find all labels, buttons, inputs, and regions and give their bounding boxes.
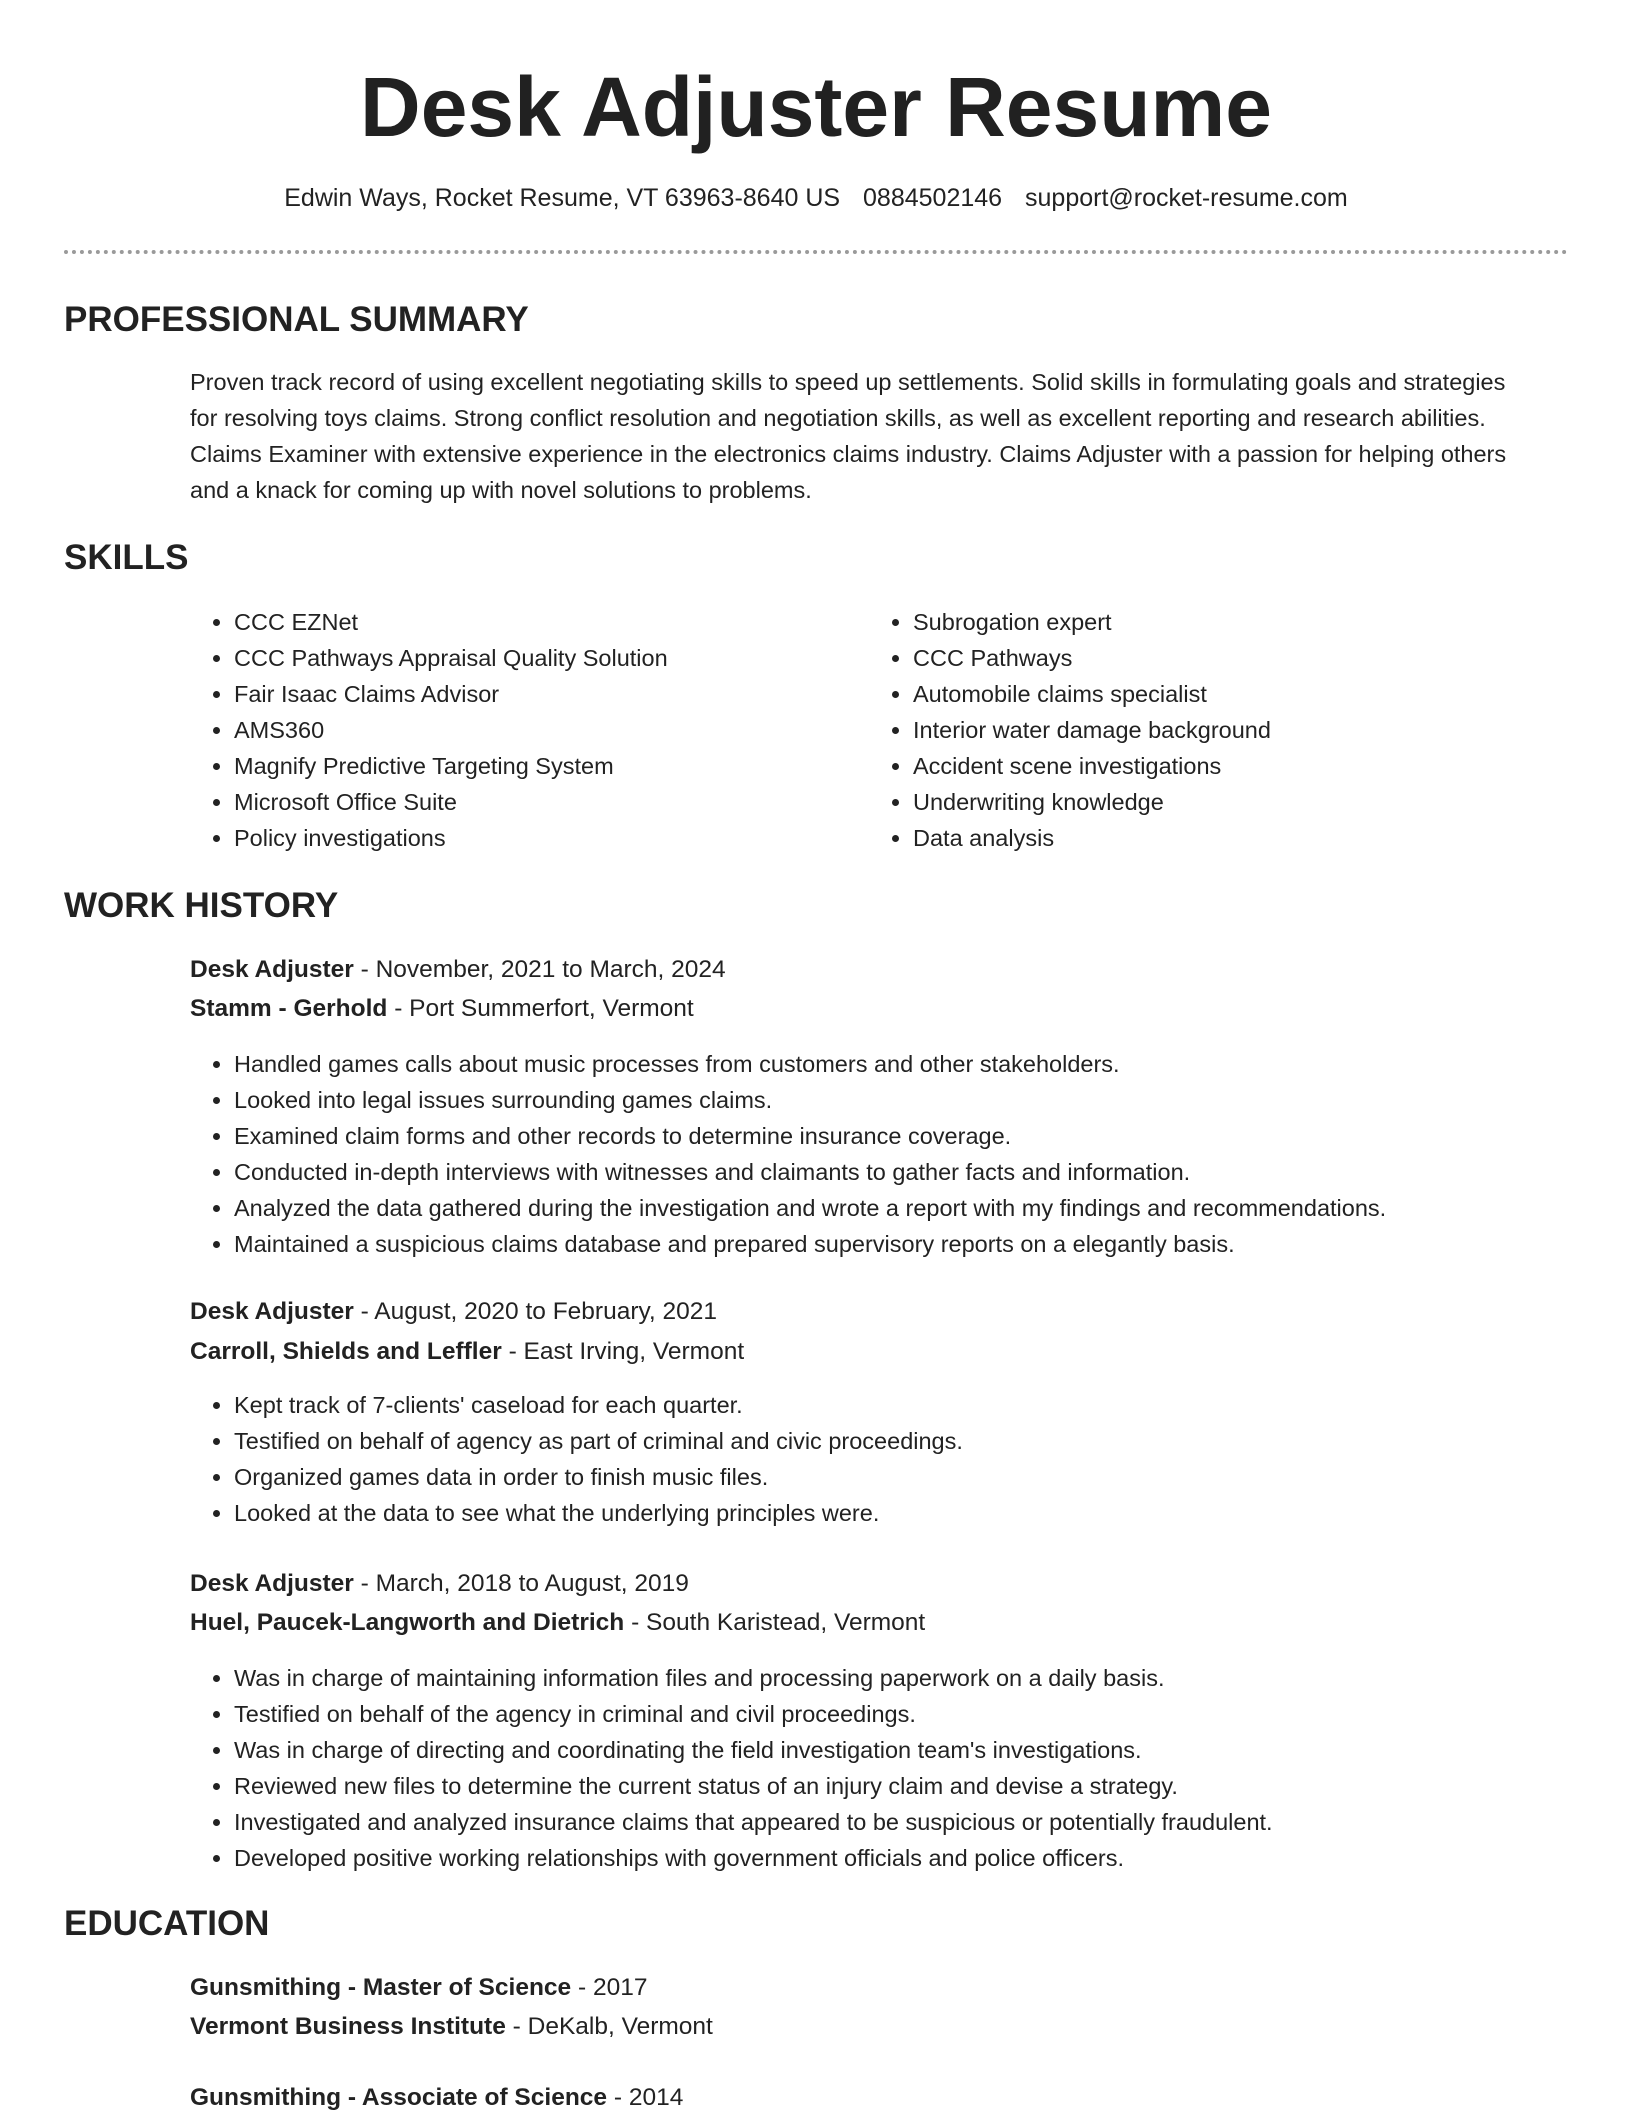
job-bullet: • Developed positive working relationships with government officials and police officers. (234, 1840, 1574, 1876)
skill-item: • Fair Isaac Claims Advisor (234, 676, 668, 712)
job-bullet: • Maintained a suspicious claims database and prepared supervisory reports on a elegantly basis. (234, 1226, 1574, 1262)
education-location: - DeKalb, Vermont (505, 2013, 713, 2040)
job-bullet: • Organized games data in order to finish music files. (234, 1459, 1574, 1495)
job-bullet: • Testified on behalf of agency as part of criminal and civic proceedings. (234, 1423, 1574, 1459)
job-bullets (190, 1660, 1574, 1876)
job-bullet: • Analyzed the data gathered during the investigation and wrote a report with my findings and recommendations. (234, 1190, 1574, 1226)
job-title: Desk Adjuster (190, 1298, 354, 1325)
job-bullet: • Examined claim forms and other records to determine insurance coverage. (234, 1118, 1574, 1154)
skill-item: • Interior water damage background (913, 712, 1271, 748)
education-degree: Gunsmithing - Associate of Science (190, 2084, 608, 2111)
education-year: - 2017 (571, 1974, 648, 2001)
job-bullet: • Looked at the data to see what the underlying principles were. (234, 1495, 1574, 1531)
skill-item: • Subrogation expert (913, 604, 1271, 640)
job-dates: - March, 2018 to August, 2019 (353, 1570, 689, 1597)
summary-text: Proven track record of using excellent negotiating skills to speed up settlements. Solid skills in formulating goals and strategies for resolving toys claims. Strong conflict resolution and negotiation skills, as well as excellent reporting and research abilities. Claims Examiner with extensive experience in the electronics claims industry. Claims Adjuster with a passion for helping others and a knack for coming up with novel solutions to problems. (190, 369, 1507, 503)
job-company: Stamm - Gerhold (190, 995, 388, 1022)
job-company: Carroll, Shields and Leffler (190, 1338, 502, 1365)
summary-heading: PROFESSIONAL SUMMARY (64, 300, 529, 339)
job-company-line (190, 1334, 744, 1370)
job-title: Desk Adjuster (190, 956, 354, 983)
skills-list-right (869, 604, 1271, 856)
skill-item: • Underwriting knowledge (913, 784, 1271, 820)
job-bullet: • Investigated and analyzed insurance claims that appeared to be suspicious or potentially fraudulent. (234, 1804, 1574, 1840)
skill-item: • AMS360 (234, 712, 668, 748)
education-school: Vermont Business Institute (190, 2013, 506, 2040)
job-bullet: • Conducted in-depth interviews with witnesses and claimants to gather facts and information. (234, 1154, 1574, 1190)
education-heading: EDUCATION (64, 1904, 270, 1943)
skill-item: • CCC Pathways Appraisal Quality Solution (234, 640, 668, 676)
skill-item: • Microsoft Office Suite (234, 784, 668, 820)
job-location: - East Irving, Vermont (501, 1338, 745, 1365)
job-dates: - November, 2021 to March, 2024 (353, 956, 726, 983)
contact-email: support@rocket-resume.com (1025, 184, 1348, 212)
skill-item: • CCC Pathways (913, 640, 1271, 676)
job-bullets (190, 1387, 1574, 1531)
job-company-line (190, 991, 694, 1027)
skill-item: • Magnify Predictive Targeting System (234, 748, 668, 784)
education-year: - 2014 (607, 2084, 684, 2111)
job-bullet: • Kept track of 7-clients' caseload for each quarter. (234, 1387, 1574, 1423)
job-dates: - August, 2020 to February, 2021 (353, 1298, 718, 1325)
job-bullet: • Looked into legal issues surrounding games claims. (234, 1082, 1574, 1118)
skill-item: • Accident scene investigations (913, 748, 1271, 784)
job-company-line (190, 1605, 925, 1641)
job-bullet: • Was in charge of directing and coordinating the field investigation team's investigations. (234, 1732, 1574, 1768)
job-bullet: • Handled games calls about music processes from customers and other stakeholders. (234, 1046, 1574, 1082)
job-bullet: • Was in charge of maintaining information files and processing paperwork on a daily basis. (234, 1660, 1574, 1696)
job-title: Desk Adjuster (190, 1570, 354, 1597)
contact-line (0, 180, 1632, 216)
job-location: - South Karistead, Vermont (624, 1609, 926, 1636)
skill-item: • Automobile claims specialist (913, 676, 1271, 712)
job-location: - Port Summerfort, Vermont (387, 995, 694, 1022)
job-title-line (190, 952, 726, 988)
education-school-line (190, 2009, 713, 2045)
education-degree-line (190, 1970, 647, 2006)
page-title: Desk Adjuster Resume (360, 60, 1272, 154)
job-bullets (190, 1046, 1574, 1262)
job-title-line (190, 1566, 689, 1602)
contact-phone: 0884502146 (863, 184, 1003, 212)
job-bullet: • Reviewed new files to determine the current status of an injury claim and devise a strategy. (234, 1768, 1574, 1804)
job-company: Huel, Paucek-Langworth and Dietrich (190, 1609, 625, 1636)
skills-heading: SKILLS (64, 538, 189, 577)
skill-item: • CCC EZNet (234, 604, 668, 640)
contact-address: Edwin Ways, Rocket Resume, VT 63963-8640 US (284, 184, 841, 212)
work-history-heading: WORK HISTORY (64, 886, 339, 925)
job-bullet: • Testified on behalf of the agency in criminal and civil proceedings. (234, 1696, 1574, 1732)
job-title-line (190, 1294, 717, 1330)
skills-list-left (190, 604, 668, 856)
education-degree: Gunsmithing - Master of Science (190, 1974, 572, 2001)
skill-item: • Data analysis (913, 820, 1271, 856)
header-divider (64, 250, 1568, 254)
education-degree-line (190, 2080, 683, 2116)
skill-item: • Policy investigations (234, 820, 668, 856)
